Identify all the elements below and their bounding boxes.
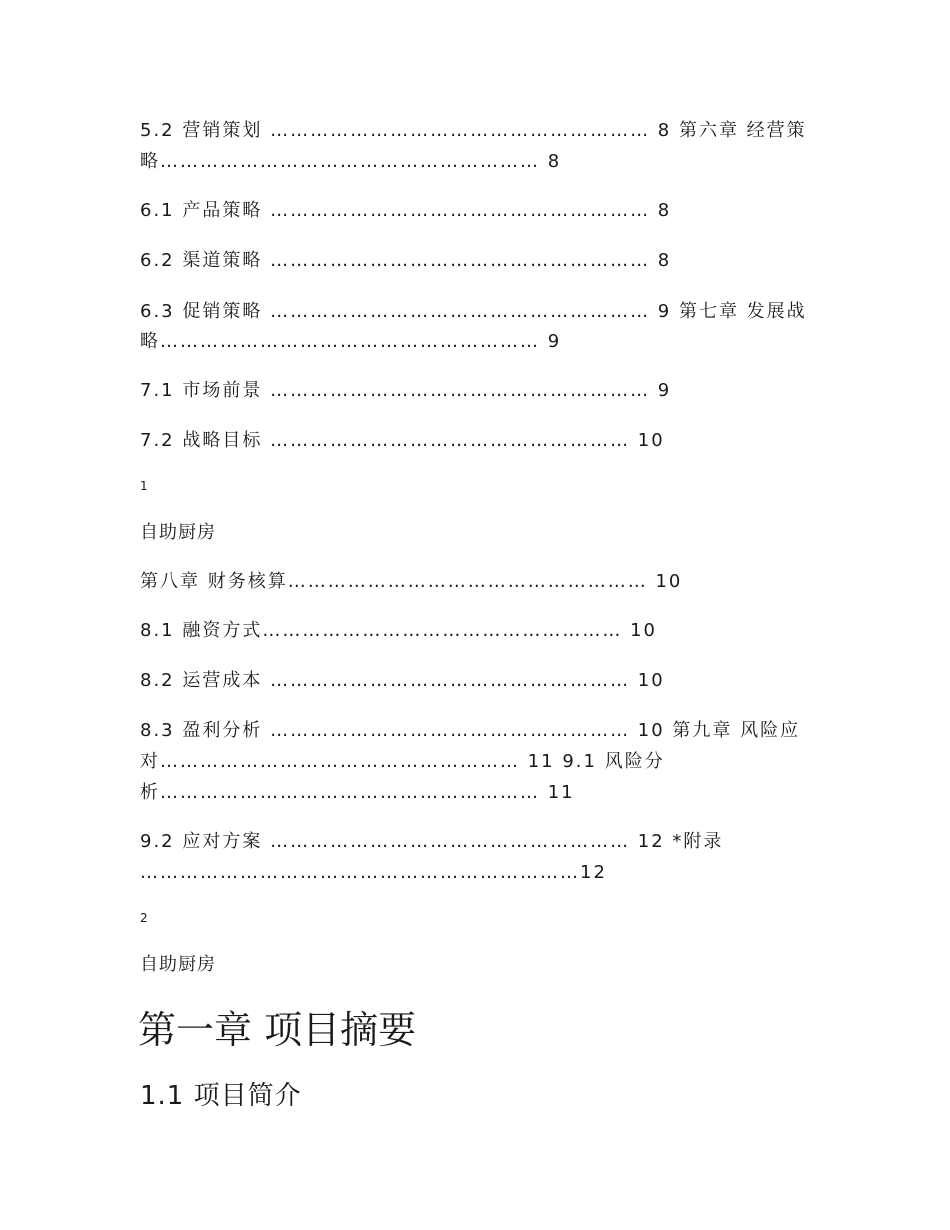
toc-entry-9-2[interactable]: 9.2 应对方案 ……………………………………………… 12 *附录: [140, 831, 724, 852]
section-heading: 1.1 项目简介: [140, 1081, 302, 1111]
toc-entry-5-2[interactable]: 5.2 营销策划 ………………………………………………… 8 第六章 经营策: [140, 120, 807, 141]
toc-entry-6-2[interactable]: 6.2 渠道策略 ………………………………………………… 8: [140, 250, 672, 271]
toc-entry-chapter-6-continued[interactable]: 略………………………………………………… 8: [140, 151, 562, 172]
toc-entry-8-2[interactable]: 8.2 运营成本 ……………………………………………… 10: [140, 670, 665, 691]
toc-entry-9-1-continued[interactable]: 析………………………………………………… 11: [140, 782, 575, 803]
running-header: 自助厨房: [140, 522, 216, 543]
running-header: 自助厨房: [140, 954, 216, 975]
toc-entry-7-2[interactable]: 7.2 战略目标 ……………………………………………… 10: [140, 430, 665, 451]
toc-entry-appendix-continued[interactable]: …………………………………………………………12: [140, 862, 607, 883]
page-number: 2: [140, 911, 148, 925]
chapter-heading: 第一章 项目摘要: [138, 1008, 417, 1052]
toc-entry-8-3[interactable]: 8.3 盈利分析 ……………………………………………… 10 第九章 风险应: [140, 720, 801, 741]
toc-entry-chapter-8[interactable]: 第八章 财务核算……………………………………………… 10: [140, 571, 683, 592]
page-number: 1: [140, 479, 148, 493]
toc-entry-chapter-7-continued[interactable]: 略………………………………………………… 9: [140, 331, 562, 352]
toc-entry-6-1[interactable]: 6.1 产品策略 ………………………………………………… 8: [140, 200, 672, 221]
toc-entry-7-1[interactable]: 7.1 市场前景 ………………………………………………… 9: [140, 380, 672, 401]
toc-entry-6-3[interactable]: 6.3 促销策略 ………………………………………………… 9 第七章 发展战: [140, 301, 807, 322]
toc-entry-8-1[interactable]: 8.1 融资方式……………………………………………… 10: [140, 620, 657, 641]
toc-entry-chapter-9-continued[interactable]: 对……………………………………………… 11 9.1 风险分: [140, 751, 665, 772]
